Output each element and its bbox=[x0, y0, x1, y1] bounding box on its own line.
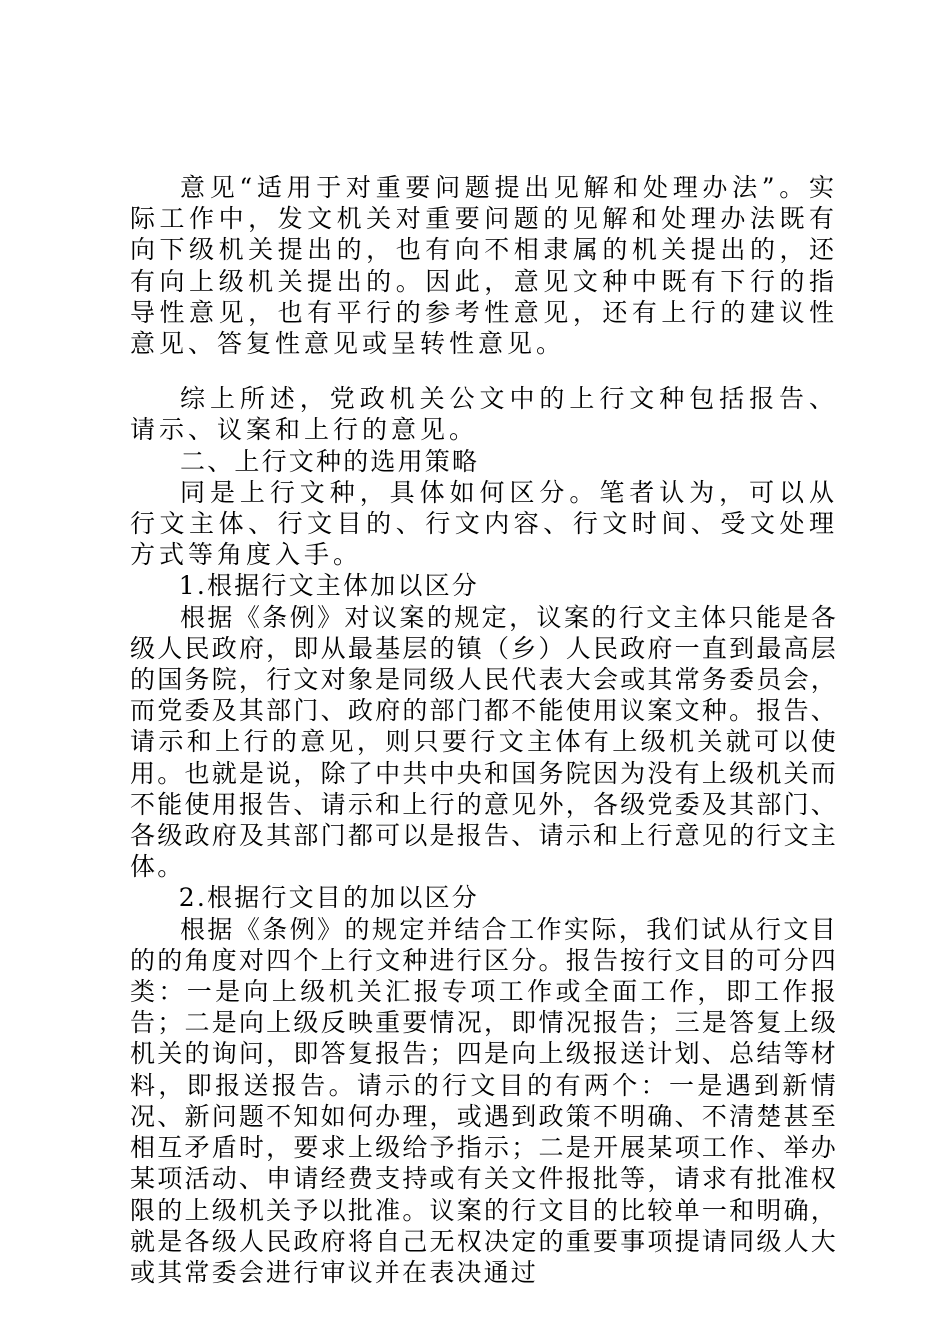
section-heading: 二、上行文种的选用策略 bbox=[180, 446, 480, 476]
subheading-subject: 1.根据行文主体加以区分 bbox=[178, 571, 480, 601]
subheading-purpose: 2.根据行文目的加以区分 bbox=[178, 883, 480, 913]
document-body bbox=[130, 172, 838, 1288]
paragraph-purpose: 根据《条例》的规定并结合工作实际，我们试从行文目的的角度对四个上行文种进行区分。报告按行文目的可分四类：一是向上级机关汇报专项工作或全面工作，即工作报告；二是向上级反映重要情况，即情况报告；三是答复上级机关的询问，即答复报告；四是向上级报送计划、总结等材料，即报送报告。请示的行文目的有两个：一是遇到新情况、新问题不知如何办理，或遇到政策不明确、不清楚甚至相互矛盾时，要求上级给予指示；二是开展某项工作、举办某项活动、申请经费支持或有关文件报批等，请求有批准权限的上级机关予以批准。议案的行文目的比较单一和明确，就是各级人民政府将自己无权决定的重要事项提请同级人大或其常委会进行审议并在表决通过 bbox=[130, 914, 838, 1287]
paragraph-opinion: 意见“适用于对重要问题提出见解和处理办法”。实际工作中，发文机关对重要问题的见解和处理办法既有向下级机关提出的，也有向不相隶属的机关提出的，还有向上级机关提出的。因此，意见文种中既有下行的指导性意见，也有平行的参考性意见，还有上行的建议性意见、答复性意见或呈转性意见。 bbox=[130, 173, 838, 359]
paragraph-intro: 同是上行文种，具体如何区分。笔者认为，可以从行文主体、行文目的、行文内容、行文时间、受文处理方式等角度入手。 bbox=[130, 477, 838, 570]
paragraph-subject: 根据《条例》对议案的规定，议案的行文主体只能是各级人民政府，即从最基层的镇（乡）人民政府一直到最高层的国务院，行文对象是同级人民代表大会或其常务委员会，而党委及其部门、政府的部门都不能使用议案文种。报告、请示和上行的意见，则只要行文主体有上级机关就可以使用。也就是说，除了中共中央和国务院因为没有上级机关而不能使用报告、请示和上行的意见外，各级党委及其部门、各级政府及其部门都可以是报告、请示和上行意见的行文主体。 bbox=[130, 602, 838, 882]
paragraph-summary: 综上所述，党政机关公文中的上行文种包括报告、请示、议案和上行的意见。 bbox=[130, 384, 838, 445]
